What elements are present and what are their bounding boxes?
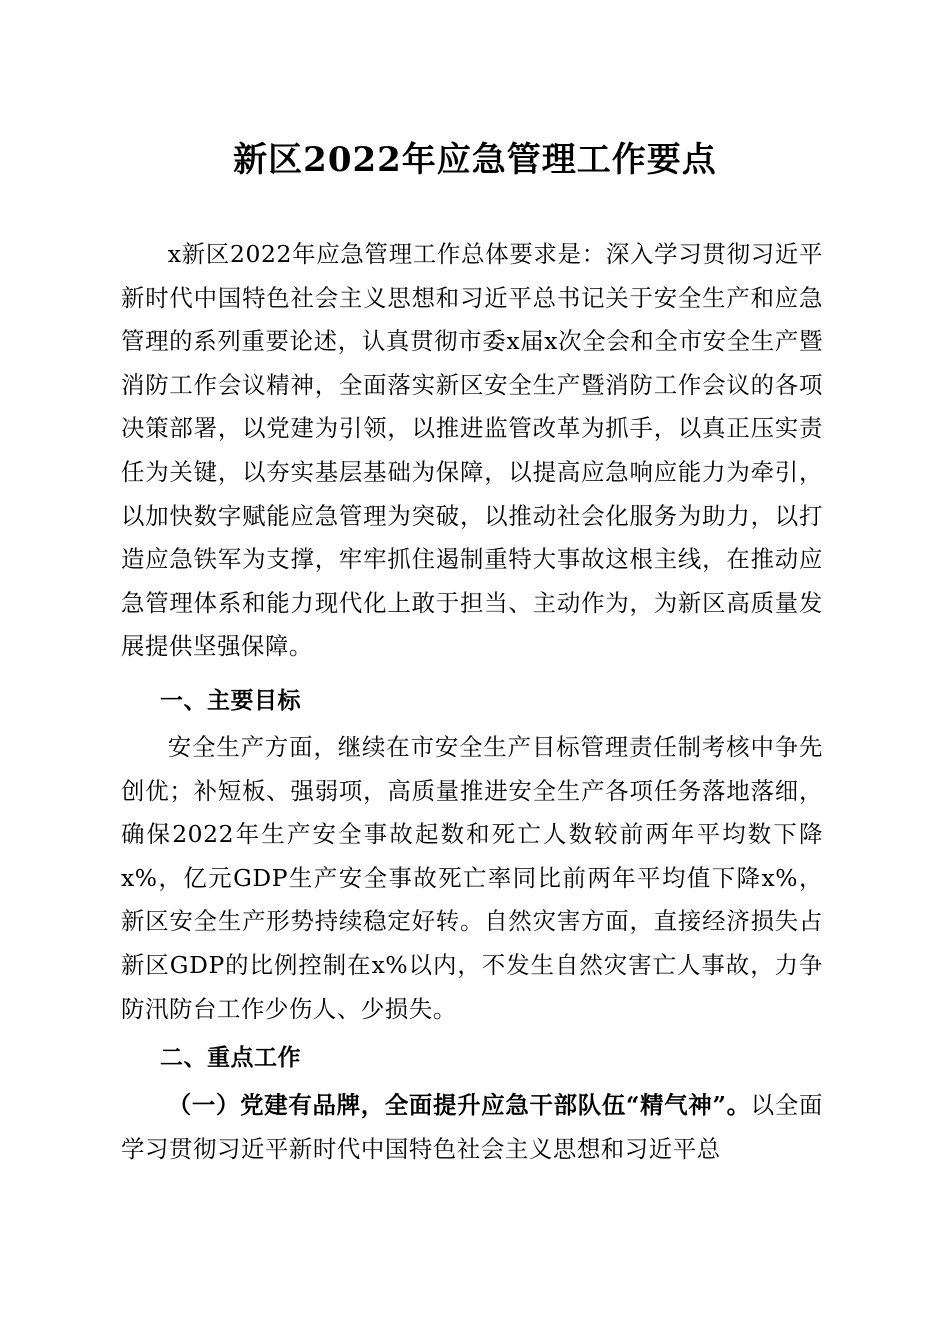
subsection-heading-party-building: （一）党建有品牌，全面提升应急干部队伍“精气神”。 <box>167 1091 751 1119</box>
key-work-paragraph <box>121 1084 823 1171</box>
document-title: 新区2022年应急管理工作要点 <box>233 140 717 180</box>
intro-paragraph: x新区2022年应急管理工作总体要求是：深入学习贯彻习近平新时代中国特色社会主义思想和习近平总书记关于安全生产和应急管理的系列重要论述，认真贯彻市委x届x次全会和全市安全生产暨消防工作会议精神，全面落实新区安全生产暨消防工作会议的各项决策部署，以党建为引领，以推进监管改革为抓手，以真正压实责任为关键，以夯实基层基础为保障，以提高应急响应能力为牵引，以加快数字赋能应急管理为突破，以推动社会化服务为助力，以打造应急铁军为支撑，牢牢抓住遏制重特大事故这根主线，在推动应急管理体系和能力现代化上敢于担当、主动作为，为新区高质量发展提供坚强保障。 <box>121 240 823 661</box>
section-heading-main-goals: 一、主要目标 <box>160 688 301 714</box>
main-goals-section <box>121 726 823 1031</box>
intro-section <box>121 233 823 669</box>
main-goals-paragraph: 安全生产方面，继续在市安全生产目标管理责任制考核中争先创优；补短板、强弱项，高质量推进安全生产各项任务落地落细，确保2022年生产安全事故起数和死亡人数较前两年平均数下降x%，亿元GDP生产安全事故死亡率同比前两年平均值下降x%，新区安全生产形势持续稳定好转。自然灾害方面，直接经济损失占新区GDP的比例控制在x%以内，不发生自然灾害亡人事故，力争防汛防台工作少伤人、少损失。 <box>121 733 823 1023</box>
subsection-text: 以全面学习贯彻习近平新时代中国特色社会主义思想和习近平总 <box>121 1091 823 1163</box>
section-heading-key-work: 二、重点工作 <box>160 1045 301 1071</box>
key-work-section <box>121 1084 823 1171</box>
